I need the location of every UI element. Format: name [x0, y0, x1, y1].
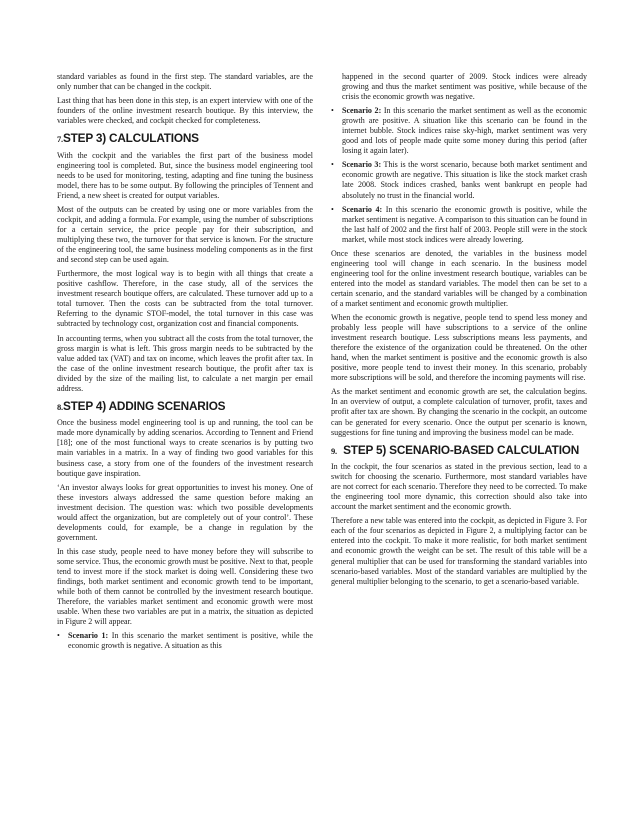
bullet-icon: •	[57, 631, 60, 641]
scenario-label: Scenario 3:	[342, 160, 382, 170]
scenario-text: This is the worst scenario, because both market sentiment and economic growth are negative. This situation is like the stock market crash late 2008. Stock indices crashed, banks went bankrupt en people had absolutely no trust in the financial world.	[342, 160, 587, 200]
scenario-label: Scenario 2:	[342, 106, 382, 116]
paragraph: In this case study, people need to have money before they will subscribe to some service. Thus, the economic growth must be positive. Next to that, people tend to invest more if the stock market is doing well. Considering these two findings, both market sentiment and economic growth tend to be important, while both of them cannot be controlled by the investment research boutique. Therefore, the variables market sentiment and economic growth were most usable. When these two variables are put in a matrix, the situation as depicted in Figure 2 will appear.	[57, 546, 313, 627]
section-heading-7	[57, 132, 313, 147]
paragraph: As the market sentiment and economic growth are set, the calculation begins. In an overview of output, a complete calculation of turnover, profit, taxes and profit after tax are shown. By changing the scenario in the cockpit, an outcome can be generated for every scenario. Once the output per scenario is known, suggestions for fine tuning and improving the business model can be made.	[331, 387, 587, 437]
paragraph: ‘An investor always looks for great opportunities to invest his money. One of these investors always addressed the same question before making an investment decision. The question was: which two possible developments would affect the organization, but are completely out of your control’. These developments could, for example, be a change in regulation by the government.	[57, 482, 313, 542]
scenario-text: In this scenario the market sentiment as well as the economic growth are positive. A situation like this scenario can be found in the internet bubble. Stock indices raise sky-high, market sentiment was very good and lots of people made quite some money during this period (after losing it again later).	[342, 106, 587, 156]
paragraph: Once these scenarios are denoted, the variables in the business model engineering tool will change in each scenario. In the business model engineering tool for the online investment research boutique, variables can be entered into the model as standard variables. The model then can be set to a certain scenario, and the standard variables will be changed by a combination of a market sentiment and economic growth multiplier.	[331, 248, 587, 308]
paragraph: standard variables as found in the first step. The standard variables, are the only number that can be changed in the cockpit.	[57, 72, 313, 92]
bullet-icon: •	[331, 160, 334, 170]
scenario-text: In this scenario the economic growth is positive, while the market sentiment is negative. A comparison to this situation can be found in the last half of 2002 and the first half of 2003. People still were in the stock market, while most stock indices were already lowering.	[342, 204, 587, 244]
left-column	[57, 72, 313, 655]
list-item	[331, 160, 587, 200]
paragraph: In the cockpit, the four scenarios as stated in the previous section, lead to a switch for choosing the scenario. Furthermore, most standard variables have are not correct for each scenario. Therefore they need to be corrected. To make the engineering tool more dynamic, this correction should also take into account the market sentiment and the economic growth.	[331, 462, 587, 512]
paragraph: With the cockpit and the variables the first part of the business model engineering tool is completed. But, since the business model engineering tool needs to be used for monitoring, testing, adapting and fine tuning the business model, there has to be some output. By following the principles of Tennent and Friend, a new sheet is created for output variables.	[57, 150, 313, 200]
section-number: 9.	[331, 445, 337, 456]
list-item-continuation: happened in the second quarter of 2009. Stock indices were already growing and thus the market sentiment was positive, while because of the crisis the economic growth was negative.	[342, 72, 587, 102]
bullet-icon: •	[331, 106, 334, 116]
paragraph: Furthermore, the most logical way is to begin with all things that create a positive cashflow. Therefore, in the case study, all of the services the investment research boutique offers, are calculated. These turnover add up to a total turnover. Then the costs can be subtracted from the total turnover. Referring to the dynamic STOF-model, the total turnover in this case was subtracted by technology cost, organization cost and financial components.	[57, 269, 313, 329]
paragraph: In accounting terms, when you subtract all the costs from the total turnover, the gross margin is what is left. This gross margin needs to be subtracted by the value added tax (VAT) and tax on income, which leaves the profit after tax. In the case of the online investment research boutique, the profit after tax is divided by the size of the mailing list, to calculate a net margin per email address.	[57, 333, 313, 393]
paragraph: Most of the outputs can be created by using one or more variables from the cockpit, and adding a formula. For example, using the number of subscriptions for a certain service, the price people pay for their subscription, and multiplying these two, the turnover for that service is known. For the structure of the engineering tool, the same business modeling components as in the first and second step can be used again.	[57, 204, 313, 265]
bullet-icon: •	[331, 204, 334, 214]
paragraph: Therefore a new table was entered into the cockpit, as depicted in Figure 3. For each of the four scenarios as depicted in Figure 2, a multiplying factor can be entered into the cockpit. To make it more realistic, for both market sentiment and economic growth the weight can be set. The result of this table will be a general multiplier that can be used for transforming the standard variables into scenario-based variables. Most of the standard variables are multiplied by the general multiplier belonging to the scenario, to get a scenario-based variable.	[331, 516, 587, 586]
section-title: STEP 4) ADDING SCENARIOS	[62, 398, 226, 413]
list-item	[331, 205, 587, 245]
section-title: STEP 3) CALCULATIONS	[62, 131, 199, 146]
scenario-list	[331, 106, 587, 245]
section-title: STEP 5) SCENARIO-BASED CALCULATION	[343, 442, 580, 457]
paragraph: Last thing that has been done in this step, is an expert interview with one of the founders of the online investment research boutique. By this interview, the variables were checked, and cockpit checked for completeness.	[57, 96, 313, 126]
scenario-list	[57, 631, 313, 651]
paragraph: When the economic growth is negative, people tend to spend less money and probably less people will have subscriptions to a service of the online investment research boutique. Less subscriptions means less payments, and therefore the existence of the organization could be threatened. On the other hand, when the market sentiment is positive and the economic growth is also positive, more people tend to invest their money. In this scenario, probably more subscriptions will be sold, and therefore the incoming payments will rise.	[331, 313, 587, 383]
section-heading-9	[331, 444, 587, 459]
paragraph: Once the business model engineering tool is up and running, the tool can be made more dynamically by adding scenarios. According to Tennent and Friend [18]; one of the most functional ways to create scenarios is by putting two main variables in a matrix. In a way of finding two good variables for this business case, a story from one of the founders of the investment research boutique gave inspiration.	[57, 418, 313, 478]
section-number: 8.	[57, 401, 63, 412]
section-heading-8	[57, 400, 313, 415]
right-column	[331, 72, 587, 591]
scenario-label: Scenario 1:	[68, 631, 109, 641]
list-item	[331, 106, 587, 156]
section-number: 7.	[57, 134, 63, 145]
scenario-label: Scenario 4:	[342, 204, 383, 214]
scenario-text: In this scenario the market sentiment is positive, while the economic growth is negative. A situation as this	[68, 631, 313, 651]
list-item	[57, 631, 313, 651]
